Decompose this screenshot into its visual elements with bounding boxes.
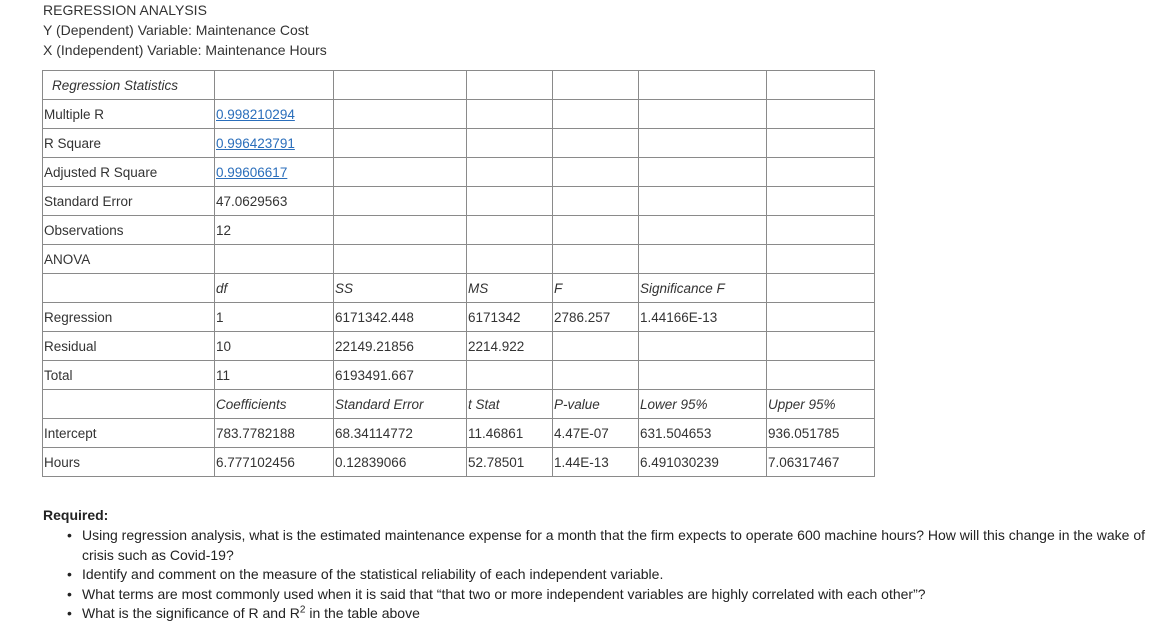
stat-label: R Square: [43, 129, 215, 158]
coef-row-label: Intercept: [43, 419, 215, 448]
coef-row-label: Hours: [43, 448, 215, 477]
coef-upper: 7.06317467: [767, 448, 875, 477]
table-row: [43, 332, 875, 361]
coef-value: 783.7782188: [215, 419, 334, 448]
anova-sig-f: [639, 332, 767, 361]
regression-statistics-title: Regression Statistics: [43, 71, 215, 100]
anova-header: df: [215, 274, 334, 303]
table-row: [43, 187, 875, 216]
y-variable-label: Y (Dependent) Variable: Maintenance Cost: [43, 22, 309, 38]
stat-value-link[interactable]: 0.998210294: [216, 106, 295, 122]
coef-p: 1.44E-13: [553, 448, 639, 477]
anova-row-label: Total: [43, 361, 215, 390]
anova-ss: 6171342.448: [334, 303, 467, 332]
coef-header: Lower 95%: [639, 390, 767, 419]
anova-header: F: [553, 274, 639, 303]
anova-df: 10: [215, 332, 334, 361]
coef-header: t Stat: [467, 390, 553, 419]
table-row: [43, 245, 875, 274]
coef-header: Standard Error: [334, 390, 467, 419]
list-item: • What is the significance of R and $R^2$ in the table above: [67, 604, 420, 621]
coef-header: Upper 95%: [767, 390, 875, 419]
anova-ms: 2214.922: [467, 332, 553, 361]
anova-f: [553, 361, 639, 390]
anova-header: Significance F: [639, 274, 767, 303]
question-list: [62, 526, 1157, 624]
coef-header: Coefficients: [215, 390, 334, 419]
anova-title: ANOVA: [43, 245, 215, 274]
table-row: [43, 274, 875, 303]
anova-ms: 6171342: [467, 303, 553, 332]
stat-label: Observations: [43, 216, 215, 245]
anova-sig-f: [639, 361, 767, 390]
anova-ms: [467, 361, 553, 390]
anova-header: SS: [334, 274, 467, 303]
coef-p: 4.47E-07: [553, 419, 639, 448]
anova-f: [553, 332, 639, 361]
coef-se: 0.12839066: [334, 448, 467, 477]
required-heading: Required:: [43, 507, 109, 523]
list-item: • Using regression analysis, what is the estimated maintenance expense for a month that the firm expects to operate 600 machine hours? How will this change in the wake of crisis such as Covid-19?: [67, 527, 1146, 563]
anova-df: 11: [215, 361, 334, 390]
anova-row-label: Regression: [43, 303, 215, 332]
anova-ss: 22149.21856: [334, 332, 467, 361]
table-row: [43, 419, 875, 448]
coef-upper: 936.051785: [767, 419, 875, 448]
anova-row-label: Residual: [43, 332, 215, 361]
stat-label: Standard Error: [43, 187, 215, 216]
coef-value: 6.777102456: [215, 448, 334, 477]
stat-value: 12: [215, 216, 334, 245]
coef-lower: 631.504653: [639, 419, 767, 448]
report-title: REGRESSION ANALYSIS: [43, 2, 207, 18]
table-row: [43, 303, 875, 332]
table-row: [43, 390, 875, 419]
regression-output-table: [42, 70, 875, 477]
table-row: [43, 448, 875, 477]
table-row: [43, 158, 875, 187]
coef-se: 68.34114772: [334, 419, 467, 448]
anova-sig-f: 1.44166E-13: [639, 303, 767, 332]
coef-header: P-value: [553, 390, 639, 419]
anova-f: 2786.257: [553, 303, 639, 332]
anova-header: MS: [467, 274, 553, 303]
table-row: [43, 216, 875, 245]
table-row: [43, 100, 875, 129]
table-row: [43, 361, 875, 390]
anova-df: 1: [215, 303, 334, 332]
stat-value-link[interactable]: 0.99606617: [216, 164, 288, 180]
table-row: [43, 71, 875, 100]
coef-t: 11.46861: [467, 419, 553, 448]
anova-ss: 6193491.667: [334, 361, 467, 390]
coef-t: 52.78501: [467, 448, 553, 477]
stat-value: 47.0629563: [215, 187, 334, 216]
list-item: • What terms are most commonly used when it is said that “that two or more independent variables are highly correlated with each other”?: [67, 585, 926, 602]
table-row: [43, 129, 875, 158]
stat-label: Adjusted R Square: [43, 158, 215, 187]
coef-lower: 6.491030239: [639, 448, 767, 477]
stat-label: Multiple R: [43, 100, 215, 129]
list-item: • Identify and comment on the measure of the statistical reliability of each independent variable.: [67, 566, 664, 582]
stat-value-link[interactable]: 0.996423791: [216, 135, 295, 151]
x-variable-label: X (Independent) Variable: Maintenance Hours: [43, 42, 327, 58]
